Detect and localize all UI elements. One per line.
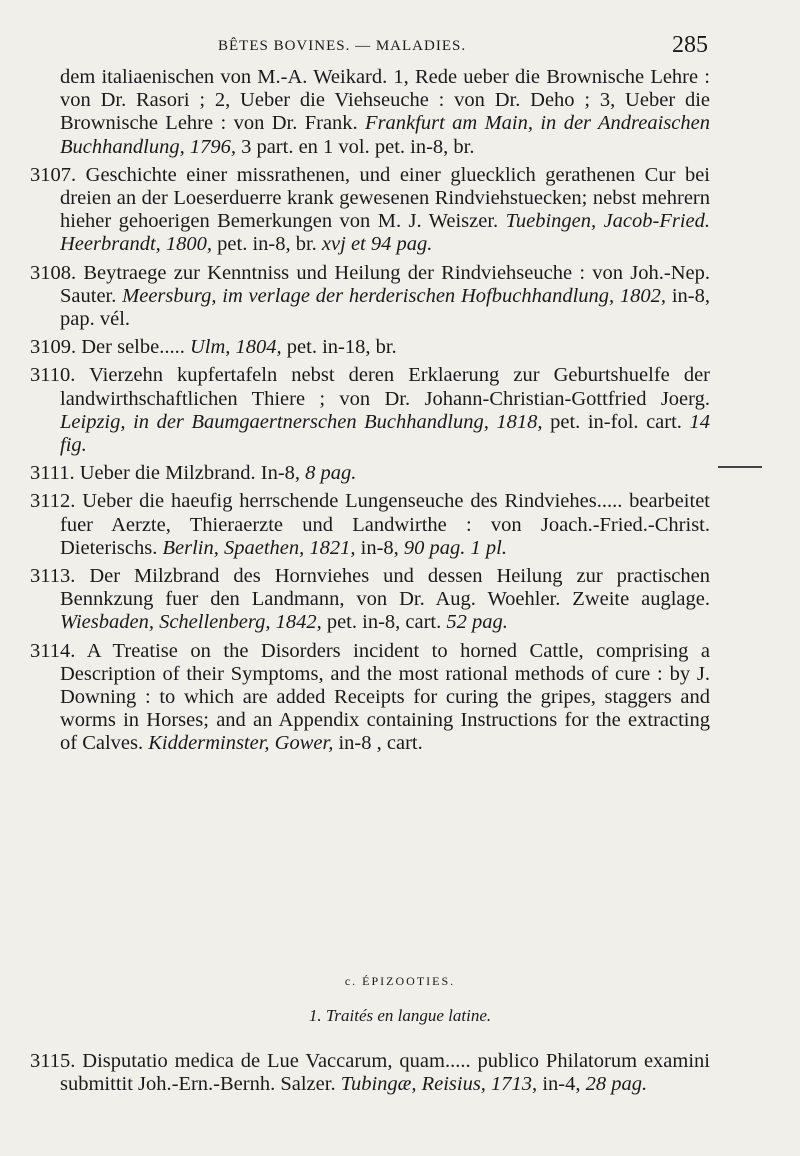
entry-number: 3107.: [30, 163, 77, 186]
entry-3109: 3109. Der selbe..... Ulm, 1804, pet. in-18, br.: [30, 336, 397, 359]
running-head-title: BÊTES BOVINES. — MALADIES.: [218, 38, 467, 54]
entry-3113: 3113. Der Milzbrand des Hornviehes und dessen Heilung zur practischen Bennkzung fuer den Landmann, von Dr. Aug. Woehler. Zweite auglage. Wiesbaden, Schellenberg, 1842, pet. in-8, cart. 52 pag.: [30, 565, 710, 634]
entry-3112: 3112. Ueber die haeufig herrschende Lungenseuche des Rindviehes..... bearbeitet fuer Aerzte, Thieraerzte und Landwirthe : von Joach.-Fried.-Christ. Dieterischs. Berlin, Spaethen, 1821, in-8, 90 pag. 1 pl.: [30, 490, 710, 559]
entry-3107: 3107. Geschichte einer missrathenen, und einer gluecklich gerathenen Cur bei dreien an der Loeserduerre krank gewesenen Rindviehstuecken; nebst mehrern hieher gehoerigen Bemerkungen von M. J. Weiszer. Tuebingen, Jacob-Fried. Heerbrandt, 1800, pet. in-8, br. xvj et 94 pag.: [30, 163, 710, 256]
margin-pencil-mark: [718, 466, 762, 468]
section-heading: c. ÉPIZOOTIES.: [344, 974, 456, 988]
entry-3110: 3110. Vierzehn kupfertafeln nebst deren Erklaerung zur Geburtshuelfe der landwirthschaftlichen Thiere ; von Dr. Johann-Christian-Gottfried Joerg. Leipzig, in der Baumgaertnerschen Buchhandlung, 1818, pet. in-fol. cart. 14 fig.: [30, 364, 710, 457]
entry-number: 3108.: [30, 261, 77, 284]
entry-number: 3110.: [30, 364, 76, 387]
entry-number: 3114.: [30, 639, 76, 662]
subsection-heading: 1. Traités en langue latine.: [308, 1006, 492, 1025]
entry-3114: 3114. A Treatise on the Disorders incident to horned Cattle, comprising a Description of their Symptoms, and the most rational methods of cure : by J. Downing : to which are added Receipts for curing the gripes, staggers and worms in Horses; and an Appendix containing Instructions for the extracting of Calves. Kidderminster, Gower, in-8 , cart.: [30, 639, 710, 755]
entry-number: 3115.: [30, 1050, 76, 1072]
page-number: 285: [672, 32, 708, 58]
entry-number: 3109.: [30, 336, 77, 359]
entry-list-latin: [30, 1050, 710, 1101]
entry-3111: 3111. Ueber die Milzbrand. In-8, 8 pag.: [30, 462, 357, 485]
entry-number: 3113.: [30, 565, 76, 588]
entry-list: [30, 66, 710, 761]
running-head: [58, 32, 708, 62]
entry-number: 3111.: [30, 462, 75, 485]
entry-3115: 3115. Disputatio medica de Lue Vaccarum, quam..... publico Philatorum examini submittit Joh.-Ern.-Bernh. Salzer. Tubingæ, Reisius, 1713, in-4, 28 pag.: [30, 1050, 710, 1096]
entry-continuation: dem italiaenischen von M.-A. Weikard. 1, Rede ueber die Brownische Lehre : von Dr. Rasori ; 2, Ueber die Viehseuche : von Dr. Deho ; 3, Ueber die Brownische Lehre : von Dr. Frank. Frankfurt am Main, in der Andreaischen Buchhandlung, 1796, 3 part. en 1 vol. pet. in-8, br.: [60, 66, 710, 158]
entry-number: 3112.: [30, 490, 76, 513]
entry-3108: 3108. Beytraege zur Kenntniss und Heilung der Rindviehseuche : von Joh.-Nep. Sauter. Meersburg, im verlage der herderischen Hofbuchhandlung, 1802, in-8, pap. vél.: [30, 261, 710, 331]
